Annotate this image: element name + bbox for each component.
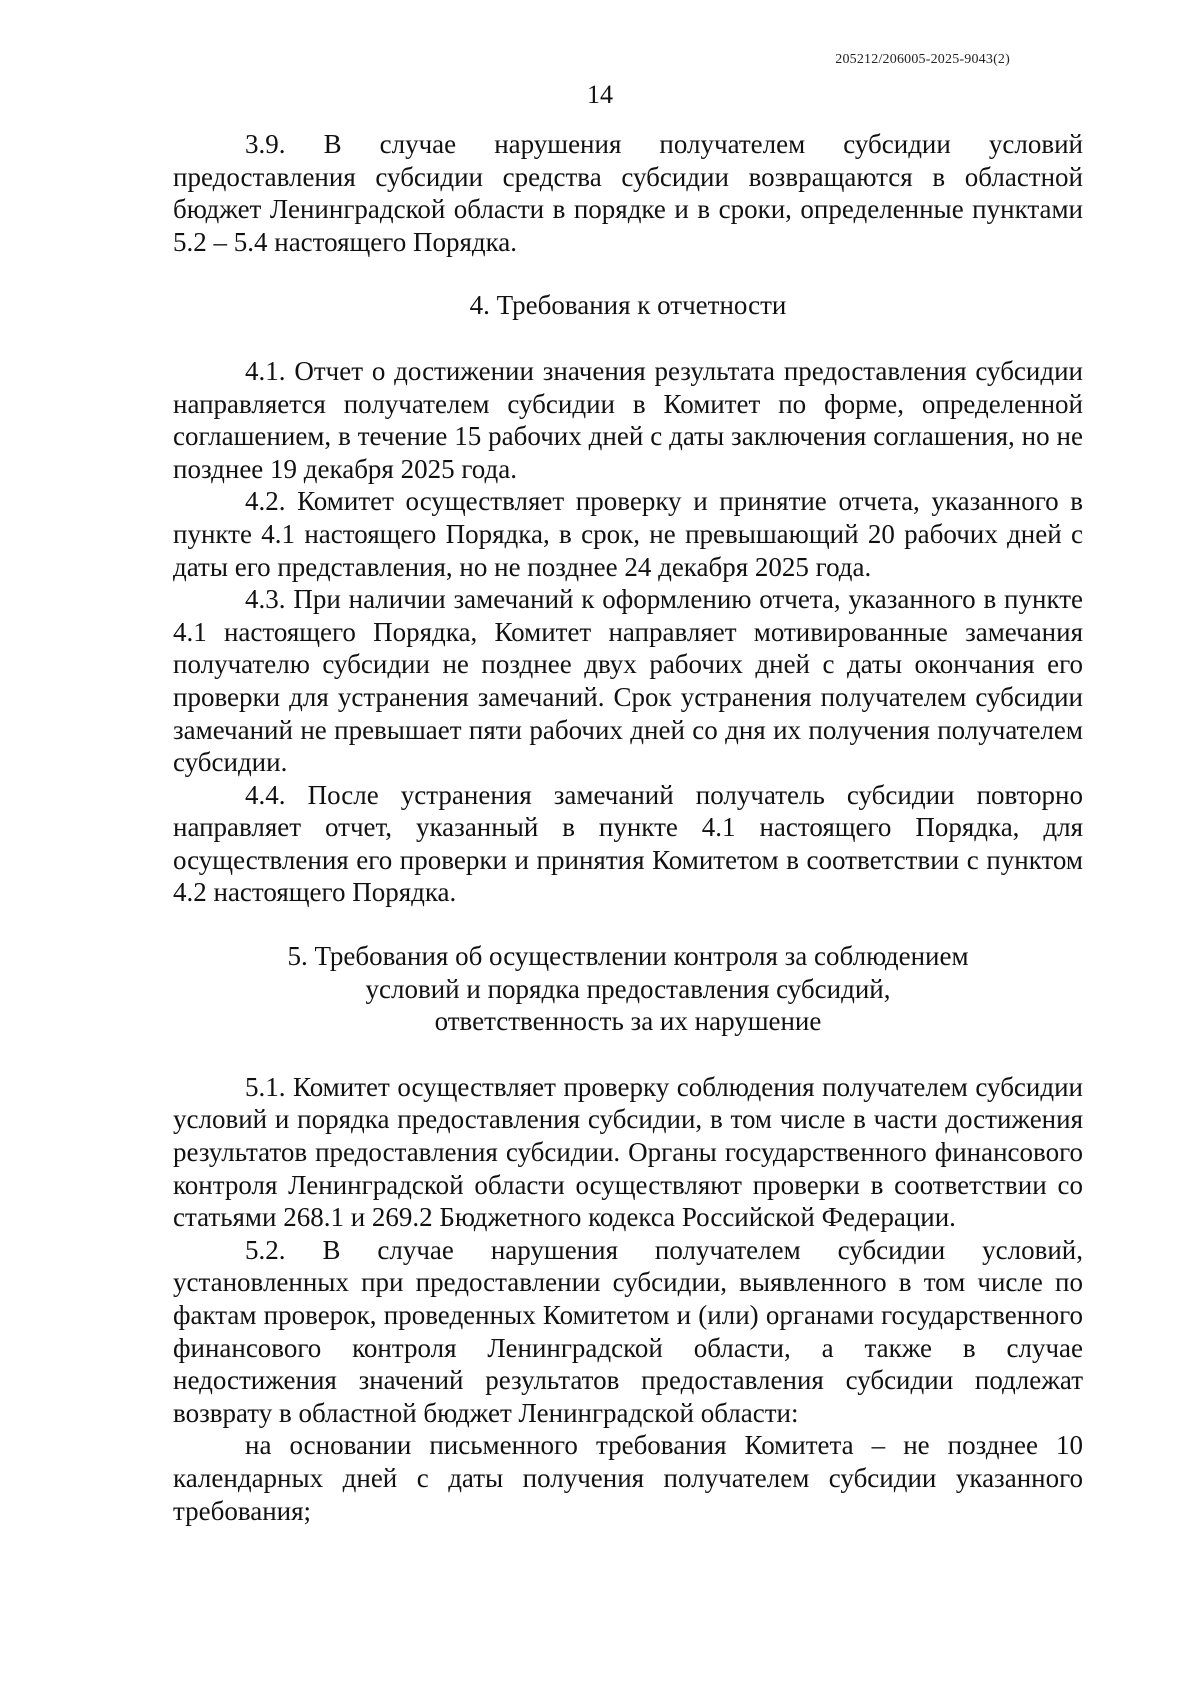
page-number: 14 bbox=[587, 80, 613, 109]
section-5-title-line-2: условий и порядка предоставления субсидий, bbox=[365, 973, 891, 1004]
section-5-title-line-3: ответственность за их нарушение bbox=[434, 1006, 822, 1037]
paragraph-5-2: 5.2. В случае нарушения получателем субсидии условий, установленных при предоставлении субсидии, выявленного в том числе по фактам проверок, проведенных Комитетом и (или) органами государственного финансового контроля Ленинградской области, а также в случае недостижения значений результатов предоставления субсидии подлежат возврату в областной бюджет Ленинградской области: bbox=[173, 1234, 1083, 1428]
paragraph-4-2: 4.2. Комитет осуществляет проверку и принятие отчета, указанного в пункте 4.1 настоящего Порядка, в срок, не превышающий 20 рабочих дней с даты его представления, но не позднее 24 декабря 2025 года. bbox=[173, 486, 1083, 582]
section-5-title-line-1: 5. Требования об осуществлении контроля за соблюдением bbox=[287, 941, 969, 972]
section-5-title bbox=[173, 940, 1083, 1038]
paragraph-3-9: 3.9. В случае нарушения получателем субсидии условий предоставления субсидии средства субсидии возвращаются в областной бюджет Ленинградской области в порядке и в сроки, определенные пунктами 5.2 – 5.4 настоящего Порядка. bbox=[173, 129, 1083, 257]
paragraph-5-2-subitem: на основании письменного требования Комитета – не позднее 10 календарных дней с даты получения получателем субсидии указанного требования; bbox=[173, 1430, 1083, 1526]
paragraph-5-1: 5.1. Комитет осуществляет проверку соблюдения получателем субсидии условий и порядка предоставления субсидии, в том числе в части достижения результатов предоставления субсидии. Органы государственного финансового контроля Ленинградской области осуществляют проверки в соответствии со статьями 268.1 и 269.2 Бюджетного кодекса Российской Федерации. bbox=[173, 1071, 1083, 1233]
section-4-title: 4. Требования к отчетности bbox=[469, 290, 787, 321]
paragraph-4-3: 4.3. При наличии замечаний к оформлению отчета, указанного в пункте 4.1 настоящего Порядка, Комитет направляет мотивированные замечания получателю субсидии не позднее двух рабочих дней с даты окончания его проверки для устранения замечаний. Срок устранения получателем субсидии замечаний не превышает пяти рабочих дней со дня их получения получателем субсидии. bbox=[173, 584, 1083, 778]
document-body bbox=[173, 128, 1083, 1527]
paragraph-4-1: 4.1. Отчет о достижении значения результата предоставления субсидии направляется получателем субсидии в Комитет по форме, определенной соглашением, в течение 15 рабочих дней с даты заключения соглашения, но не позднее 19 декабря 2025 года. bbox=[173, 355, 1083, 484]
paragraph-4-4: 4.4. После устранения замечаний получатель субсидии повторно направляет отчет, указанный в пункте 4.1 настоящего Порядка, для осуществления его проверки и принятия Комитетом в соответствии с пунктом 4.2 настоящего Порядка. bbox=[173, 779, 1083, 908]
document-id: 205212/206005-2025-9043(2) bbox=[835, 52, 1010, 67]
